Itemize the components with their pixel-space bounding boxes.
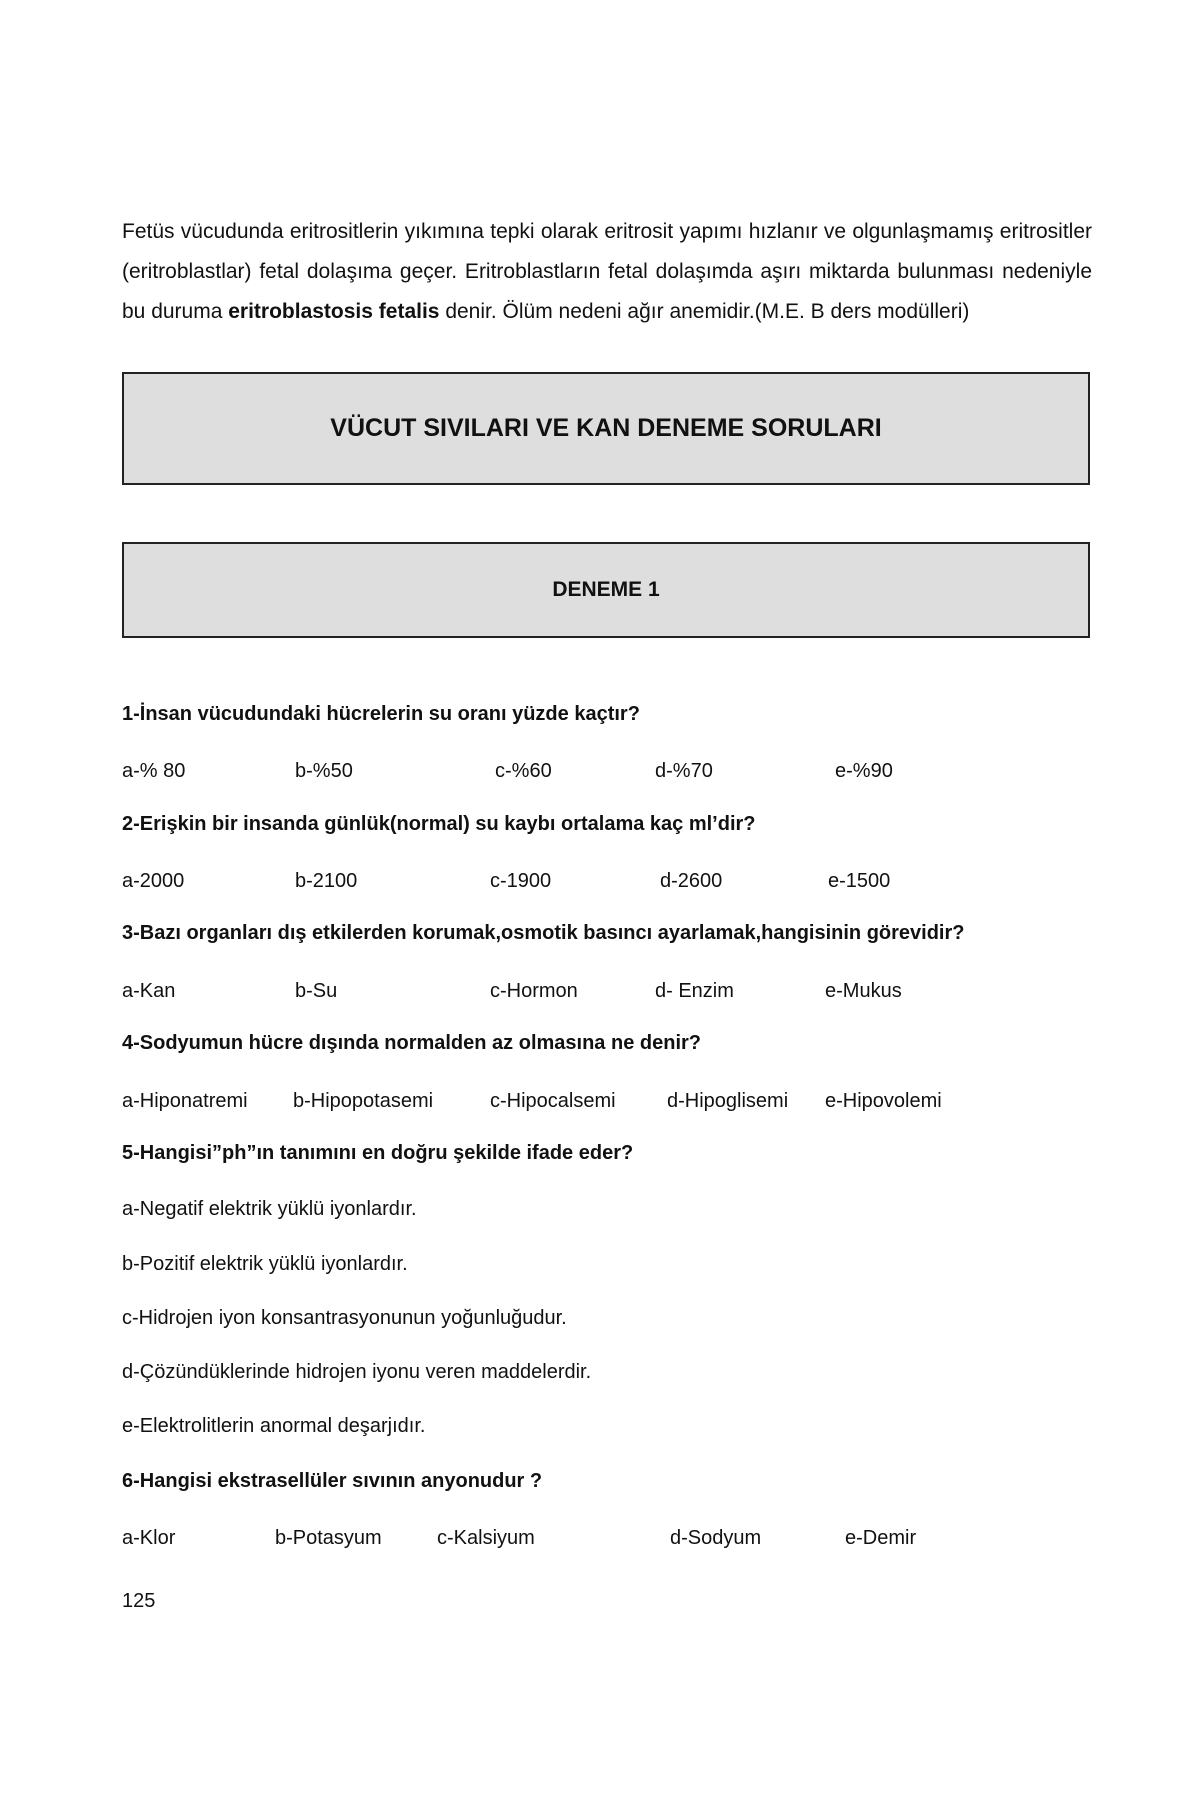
intro-text-part1: Fetüs vücudunda eritrositlerin yıkımına tepki olarak eritrosit yapımı hızlanır ve olgunlaşmamış eritrositler (eritroblastlar) fetal dolaşıma geçer. Eritroblastların fetal dolaşımda aşırı miktarda bulunması nedeniyle bu duruma [122,220,1092,323]
q1-option-b: b-%50 [295,760,353,782]
q6-option-d: d-Sodyum [670,1527,762,1549]
q5-option-a: a-Negatif elektrik yüklü iyonlardır. [122,1198,417,1220]
q2-option-b: b-2100 [295,870,358,892]
q6-option-e: e-Demir [845,1527,917,1549]
q4-option-c: c-Hipocalsemi [490,1090,616,1112]
question-6: 6-Hangisi ekstrasellüler sıvının anyonudur ? [122,1470,543,1492]
question-2: 2-Erişkin bir insanda günlük(normal) su kaybı ortalama kaç ml’dir? [122,813,756,835]
q5-option-d: d-Çözündüklerinde hidrojen iyonu veren maddelerdir. [122,1361,592,1383]
q2-option-a: a-2000 [122,870,185,892]
question-4: 4-Sodyumun hücre dışında normalden az olmasına ne denir? [122,1032,701,1054]
q1-option-a: a-% 80 [122,760,186,782]
q5-option-c: c-Hidrojen iyon konsantrasyonunun yoğunluğudur. [122,1307,567,1329]
question-1: 1-İnsan vücudundaki hücrelerin su oranı yüzde kaçtır? [122,703,640,725]
question-5: 5-Hangisi”ph”ın tanımını en doğru şekilde ifade eder? [122,1142,634,1164]
q4-option-d: d-Hipoglisemi [667,1090,789,1112]
q3-option-e: e-Mukus [825,980,902,1002]
q3-option-a: a-Kan [122,980,176,1002]
q3-option-d: d- Enzim [655,980,734,1002]
section-title: VÜCUT SIVILARI VE KAN DENEME SORULARI [330,414,882,442]
q5-option-b: b-Pozitif elektrik yüklü iyonlardır. [122,1253,408,1275]
test-title-box [122,542,1090,638]
q3-option-c: c-Hormon [490,980,578,1002]
intro-bold-term: eritroblastosis fetalis [228,300,440,323]
intro-text-part2: denir. Ölüm nedeni ağır anemidir.(M.E. B ders modülleri) [439,300,970,323]
intro-paragraph [122,212,1092,332]
q2-option-e: e-1500 [828,870,891,892]
q4-option-b: b-Hipopotasemi [293,1090,434,1112]
q1-option-e: e-%90 [835,760,893,782]
q2-option-c: c-1900 [490,870,552,892]
test-title: DENEME 1 [552,578,660,601]
q5-option-e: e-Elektrolitlerin anormal deşarjıdır. [122,1415,426,1437]
q6-option-a: a-Klor [122,1527,176,1549]
q4-option-a: a-Hiponatremi [122,1090,248,1112]
q3-option-b: b-Su [295,980,338,1002]
page-number: 125 [122,1590,156,1612]
question-3: 3-Bazı organları dış etkilerden korumak,osmotik basıncı ayarlamak,hangisinin görevidir? [122,922,965,944]
q6-option-b: b-Potasyum [275,1527,382,1549]
q4-option-e: e-Hipovolemi [825,1090,942,1112]
q1-option-d: d-%70 [655,760,713,782]
section-title-box [122,372,1090,485]
q2-option-d: d-2600 [660,870,723,892]
q1-option-c: c-%60 [495,760,552,782]
q6-option-c: c-Kalsiyum [437,1527,535,1549]
